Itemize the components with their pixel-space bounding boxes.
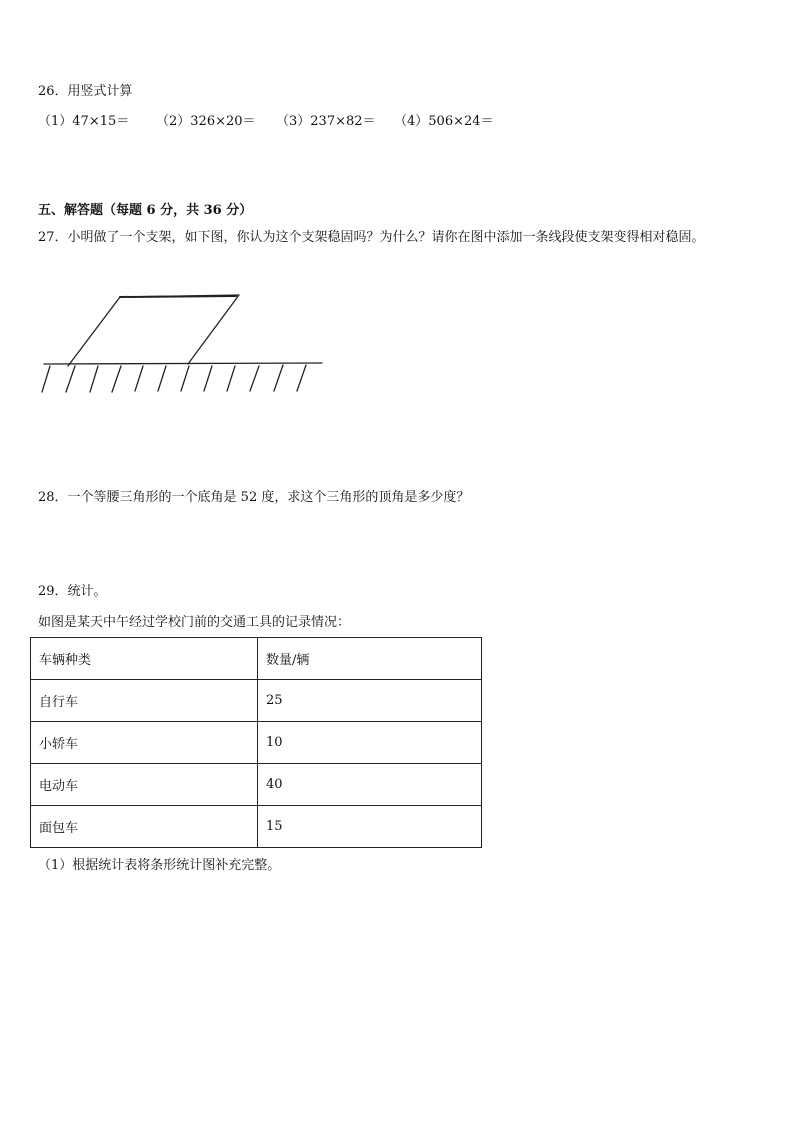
calc-item-1: （1）47×15＝ — [38, 114, 130, 129]
question-27-text: 27．小明做了一个支架，如下图，你认为这个支架稳固吗？为什么？请你在图中添加一条线段使支架变得相对稳固。 — [38, 230, 705, 245]
table-row — [31, 722, 482, 764]
table-row — [31, 680, 482, 722]
calc-item-3: （3）237×82＝ — [276, 114, 376, 129]
question-29-sub1: （1）根据统计表将条形统计图补充完整。 — [38, 858, 281, 873]
bracket-figure — [36, 280, 336, 400]
table-cell: 25 — [258, 680, 482, 722]
table-row — [31, 764, 482, 806]
table-cell: 面包车 — [31, 806, 258, 848]
table-header-cell: 数量/辆 — [258, 638, 482, 680]
table-header-row — [31, 638, 482, 680]
calc-item-2: （2）326×20＝ — [156, 114, 256, 129]
question-29-title: 29．统计。 — [38, 584, 107, 599]
question-28-text: 28．一个等腰三角形的一个底角是 52 度，求这个三角形的顶角是多少度？ — [38, 490, 470, 505]
calc-items — [38, 114, 558, 132]
section-5-title: 五、解答题（每题 6 分，共 36 分） — [38, 203, 253, 218]
bracket-right-side — [188, 295, 239, 364]
table-row — [31, 806, 482, 848]
question-29-intro: 如图是某天中午经过学校门前的交通工具的记录情况： — [38, 615, 351, 630]
vehicle-stats-table — [30, 637, 482, 848]
ground-line — [44, 363, 322, 364]
question-26-title: 26．用竖式计算 — [38, 84, 133, 99]
table-cell: 自行车 — [31, 680, 258, 722]
table-header-cell: 车辆种类 — [31, 638, 258, 680]
table-cell: 40 — [258, 764, 482, 806]
table-cell: 10 — [258, 722, 482, 764]
table-cell: 小轿车 — [31, 722, 258, 764]
table-cell: 15 — [258, 806, 482, 848]
table-cell: 电动车 — [31, 764, 258, 806]
calc-item-4: （4）506×24＝ — [394, 114, 494, 129]
